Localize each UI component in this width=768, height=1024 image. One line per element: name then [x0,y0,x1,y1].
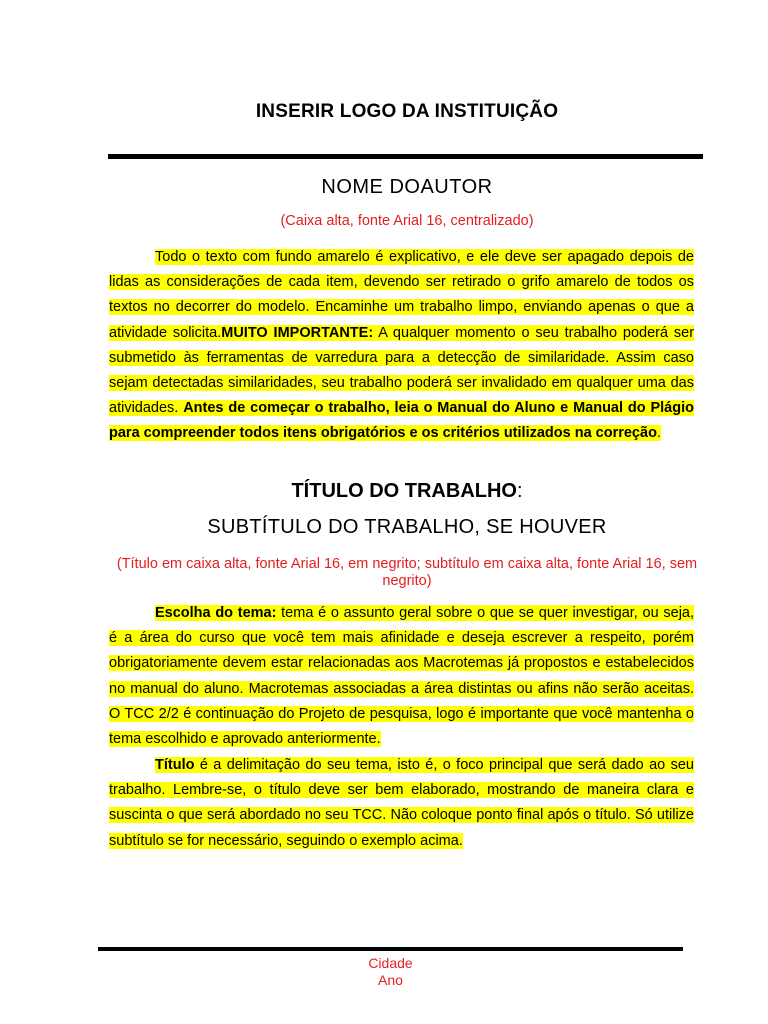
work-title [110,480,704,503]
footer [98,955,683,989]
intro-end: . [656,425,661,442]
title-bold: Título [155,757,195,773]
bottom-divider [98,947,683,951]
top-divider [108,154,703,159]
title-paragraph [109,753,694,854]
title-format-note: (Título em caixa alta, fonte Arial 16, em negrito; subtítulo em caixa alta, fonte Arial 16, sem negrito) [116,556,698,589]
theme-paragraph [109,601,694,752]
institution-logo-placeholder: INSERIR LOGO DA INSTITUIÇÃO [255,101,559,122]
author-format-note: (Caixa alta, fonte Arial 16, centralizado) [280,213,534,229]
author-name: NOME DOAUTOR [321,176,493,198]
footer-city: Cidade [368,955,413,971]
theme-text: tema é o assunto geral sobre o que se quer investigar, ou seja, é a área do curso que você tem mais afinidade e deseja escrever a respeito, porém obrigatoriamente devem estar relacionadas aos Macrotemas já propostos e estabelecidos no manual do aluno. Macrotemas associadas a área distintas ou afins não serão aceitas. O TCC 2/2 é continuação do Projeto de pesquisa, logo é importante que você mantenha o tema escolhido e aprovado anteriormente. [109,605,695,748]
work-subtitle: SUBTÍTULO DO TRABALHO, SE HOUVER [207,516,607,538]
work-title-colon: : [516,480,523,502]
theme-bold: Escolha do tema: [155,605,277,621]
intro-text-b: A qualquer momento o seu trabalho poderá ser submetido às ferramentas de varredura para a detecção de similaridade. Assim caso sejam detectadas similaridades, seu trabalho poderá ser invalidado em qualquer uma das atividades. [109,324,695,417]
intro-bold-important: MUITO IMPORTANTE: [221,324,374,341]
intro-bold-manual: Antes de começar o trabalho, leia o Manual do Aluno e Manual do Plágio para compreender todos itens obrigatórios e os critérios utilizados na correção [109,400,694,442]
intro-text-a: Todo o texto com fundo amarelo é explicativo, e ele deve ser apagado depois de lidas as considerações de cada item, devendo ser retirado o grifo amarelo de todos os textos no decorrer do modelo. Encaminhe um trabalho limpo, enviando apenas o que a atividade solicita. [109,249,694,341]
footer-year: Ano [378,972,403,988]
intro-paragraph [109,245,694,447]
title-text: é a delimitação do seu tema, isto é, o foco principal que será dado ao seu trabalho. Lembre-se, o título deve ser bem elaborado, mostrando de maneira clara e suscinta o que será abordado no seu TCC. Não coloque ponto final após o título. Só utilize subtítulo se for necessário, seguindo o exemplo acima. [109,757,694,849]
work-title-text: TÍTULO DO TRABALHO [291,480,517,502]
